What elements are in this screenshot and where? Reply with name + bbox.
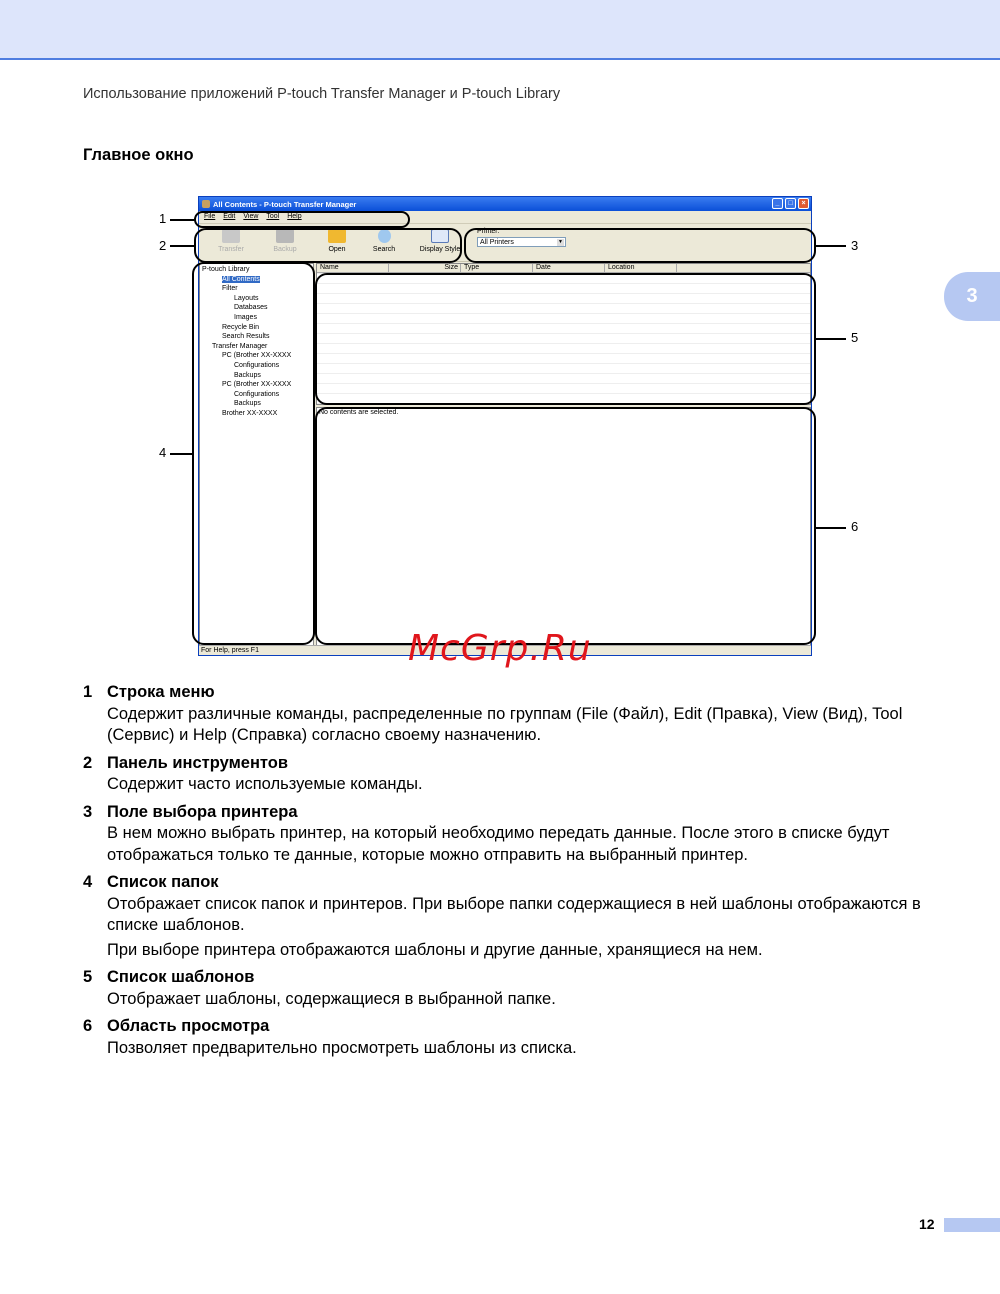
page-number-bar xyxy=(944,1218,1000,1232)
tree-item[interactable]: Layouts xyxy=(234,294,259,302)
tree-item[interactable]: PC (Brother XX-XXXX xyxy=(222,381,292,389)
callout-oval-toolbar xyxy=(194,228,462,263)
callout-4: 4 xyxy=(159,445,167,460)
tree-item[interactable]: Brother XX-XXXX xyxy=(222,409,278,417)
callout-2: 2 xyxy=(159,238,167,253)
minimize-icon[interactable]: _ xyxy=(772,198,783,209)
callout-3: 3 xyxy=(851,238,859,253)
printer-label: Printer: xyxy=(477,228,500,235)
callout-oval-preview xyxy=(315,407,816,645)
menu-edit[interactable]: Edit xyxy=(223,213,236,220)
column-date[interactable]: Date xyxy=(533,264,605,272)
list-header xyxy=(317,264,810,273)
list-item: 1 Строка меню Содержит различные команды, распределенные по группам (File (Файл), Edit (Правка), View (Вид), Tool (Сервис) и Help (Справка) согласно своему назначению. xyxy=(83,683,903,744)
app-icon xyxy=(202,200,210,208)
preview-text: No contents are selected. xyxy=(319,409,399,416)
close-icon[interactable]: × xyxy=(798,198,809,209)
list-item: 2 Панель инструментов Содержит часто используемые команды. xyxy=(83,753,423,793)
watermark: McGrp.Ru xyxy=(408,628,592,669)
menu-tool[interactable]: Tool xyxy=(266,213,280,220)
callout-oval-printer xyxy=(464,228,816,263)
status-bar: For Help, press F1 xyxy=(199,645,811,655)
list-item: 5 Список шаблонов Отображает шаблоны, содержащиеся в выбранной папке. xyxy=(83,968,556,1008)
callout-6: 6 xyxy=(851,519,859,534)
tree-item[interactable]: Configurations xyxy=(234,361,280,369)
tree-item[interactable]: Images xyxy=(234,313,257,321)
callout-line xyxy=(816,338,846,340)
tree-item[interactable]: Databases xyxy=(234,304,268,312)
tree-item[interactable]: All Contents xyxy=(222,275,260,283)
description-list xyxy=(83,682,953,1065)
tree-item[interactable]: Search Results xyxy=(222,333,270,341)
callout-oval-menu xyxy=(194,211,410,228)
column-type[interactable]: Type xyxy=(461,264,533,272)
list-item: 3 Поле выбора принтера В нем можно выбрать принтер, на который необходимо передать данные. После этого в списке будут отображаться только те данные, которые можно отправить на выбранный принтер. xyxy=(83,802,890,864)
tree-item[interactable]: Configurations xyxy=(234,390,280,398)
printer-value: All Printers xyxy=(480,239,514,246)
page-number: 12 xyxy=(919,1216,935,1232)
menu-file[interactable]: File xyxy=(204,213,216,220)
restore-icon[interactable]: □ xyxy=(785,198,796,209)
callout-5: 5 xyxy=(851,330,859,345)
top-band xyxy=(0,0,1000,60)
backup-label: Backup xyxy=(273,246,297,253)
section-title: Главное окно xyxy=(83,146,194,164)
menu-view[interactable]: View xyxy=(243,213,259,220)
title-bar xyxy=(199,197,811,211)
search-label: Search xyxy=(372,246,396,253)
callout-line xyxy=(170,453,193,455)
display-style-label: Display Style xyxy=(419,246,461,253)
tree-item[interactable]: Transfer Manager xyxy=(212,342,268,350)
list-item: 6 Область просмотра Позволяет предварительно просмотреть шаблоны из списка. xyxy=(83,1017,577,1057)
callout-oval-tree xyxy=(192,262,315,645)
callout-line xyxy=(170,245,195,247)
callout-oval-list xyxy=(315,273,816,405)
tree-item[interactable]: PC (Brother XX-XXXX xyxy=(222,352,292,360)
tree-item[interactable]: Filter xyxy=(222,285,238,293)
callout-1: 1 xyxy=(159,211,167,226)
chapter-tab: 3 xyxy=(944,272,1000,321)
callout-line xyxy=(170,219,195,221)
chevron-down-icon: ▼ xyxy=(558,239,563,245)
open-label: Open xyxy=(328,246,346,253)
tree-item[interactable]: Recycle Bin xyxy=(222,323,259,331)
transfer-label: Transfer xyxy=(218,246,244,253)
tree-item[interactable]: P-touch Library xyxy=(202,266,250,273)
tree-item[interactable]: Backups xyxy=(234,400,261,408)
running-header: Использование приложений P-touch Transfer Manager и P-touch Library xyxy=(83,86,561,102)
column-size[interactable]: Size xyxy=(389,264,461,272)
callout-line xyxy=(816,527,846,529)
list-item: 4 Список папок Отображает список папок и принтеров. При выборе папки содержащиеся в ней шаблоны отображаются в списке шаблонов. При выборе принтера отображаются шаблоны и другие данные, хранящиеся на нем. xyxy=(83,873,921,959)
window-title: All Contents - P-touch Transfer Manager xyxy=(213,200,357,209)
menu-help[interactable]: Help xyxy=(287,213,302,220)
column-location[interactable]: Location xyxy=(605,264,677,272)
column-name[interactable]: Name xyxy=(317,264,389,272)
tree-item[interactable]: Backups xyxy=(234,371,261,379)
callout-line xyxy=(816,245,846,247)
